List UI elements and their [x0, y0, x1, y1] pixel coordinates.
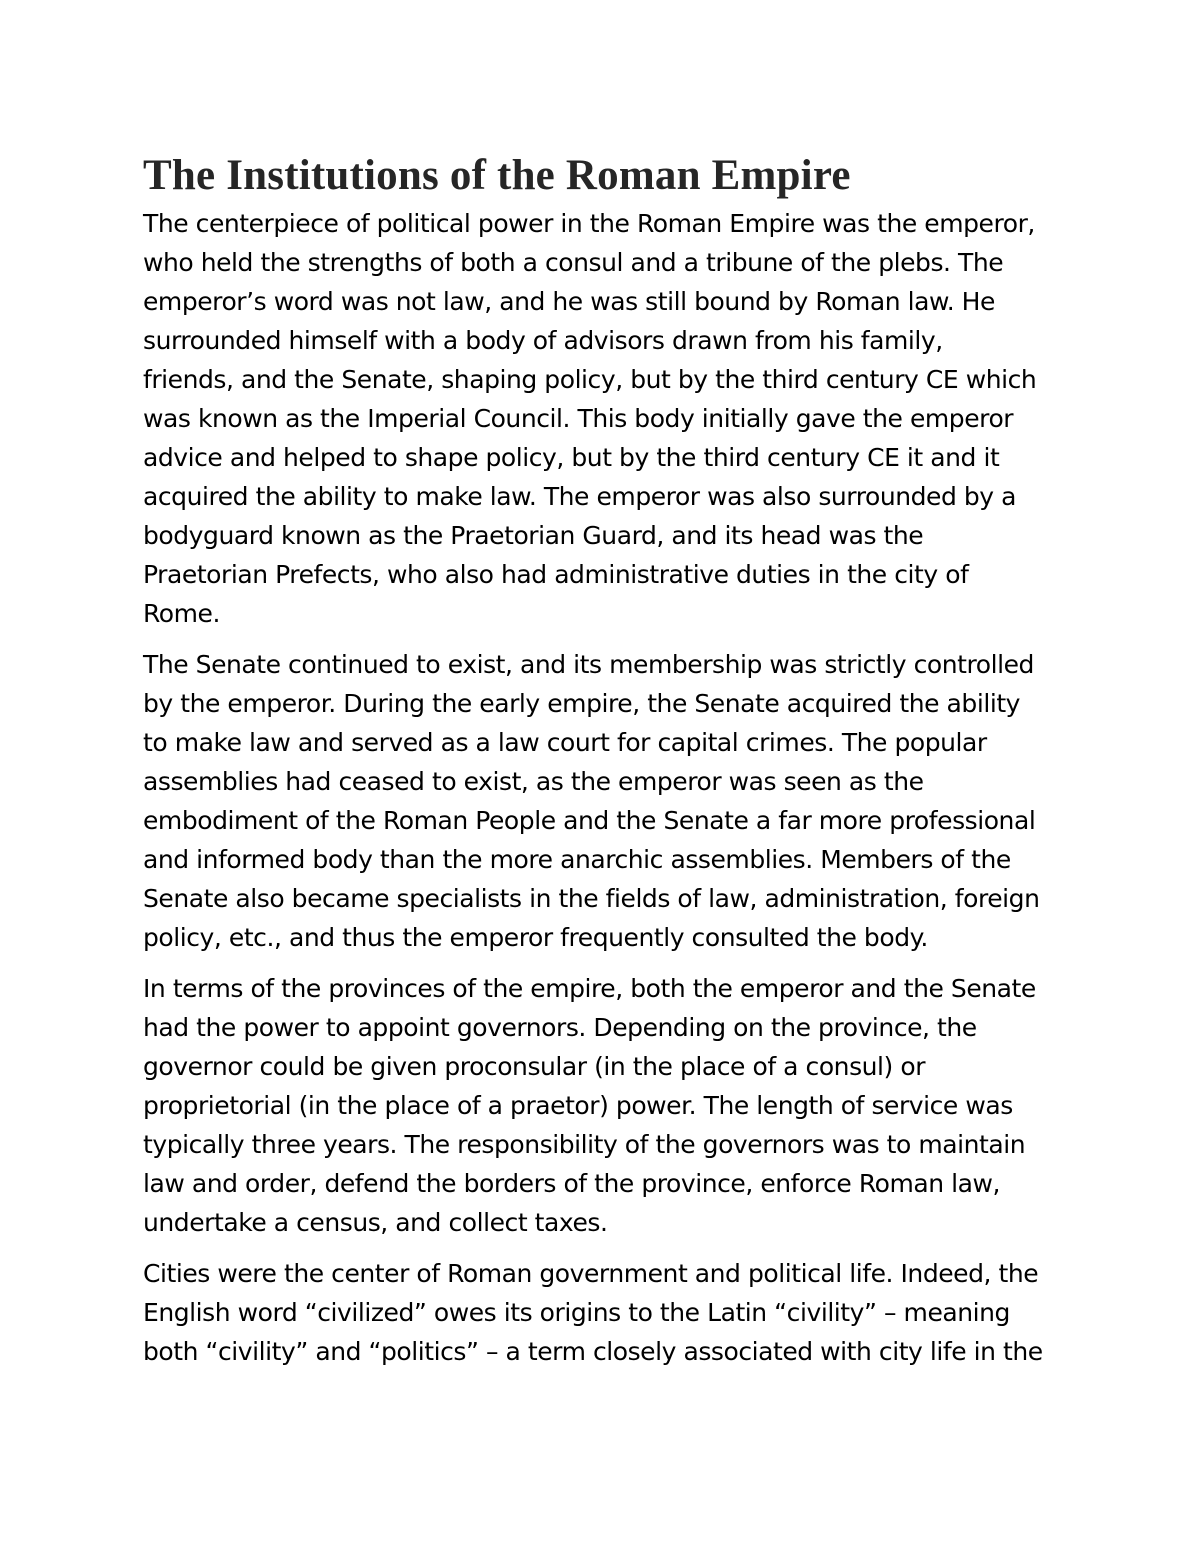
- paragraph-line: English word “civilized” owes its origins to the Latin “civility” – meaning: [143, 1298, 1010, 1327]
- paragraph-line: typically three years. The responsibility of the governors was to maintain: [143, 1130, 1026, 1159]
- paragraph-line: to make law and served as a law court for capital crimes. The popular: [143, 728, 987, 757]
- paragraph-line: assemblies had ceased to exist, as the emperor was seen as the: [143, 767, 924, 796]
- paragraph-line: policy, etc., and thus the emperor frequently consulted the body.: [143, 923, 928, 952]
- paragraph-line: proprietorial (in the place of a praetor) power. The length of service was: [143, 1091, 1013, 1120]
- paragraph-line: Rome.: [143, 599, 220, 628]
- paragraph-line: both “civility” and “politics” – a term closely associated with city life in the: [143, 1337, 1043, 1366]
- paragraph-line: was known as the Imperial Council. This body initially gave the emperor: [143, 404, 1014, 433]
- paragraph-line: embodiment of the Roman People and the Senate a far more professional: [143, 806, 1036, 835]
- paragraph-line: by the emperor. During the early empire, the Senate acquired the ability: [143, 689, 1021, 718]
- paragraph-line: Senate also became specialists in the fields of law, administration, foreign: [143, 884, 1040, 913]
- paragraph-line: governor could be given proconsular (in the place of a consul) or: [143, 1052, 926, 1081]
- document-title: The Institutions of the Roman Empire: [143, 152, 851, 199]
- body-paragraph: [143, 645, 1073, 957]
- paragraph-line: and informed body than the more anarchic assemblies. Members of the: [143, 845, 1011, 874]
- body-paragraph: [143, 1254, 1073, 1371]
- paragraph-line: The centerpiece of political power in the Roman Empire was the emperor,: [143, 209, 1035, 238]
- paragraph-line: surrounded himself with a body of advisors drawn from his family,: [143, 326, 943, 355]
- paragraph-line: friends, and the Senate, shaping policy, but by the third century CE which: [143, 365, 1037, 394]
- paragraph-line: Praetorian Prefects, who also had administrative duties in the city of: [143, 560, 969, 589]
- body-paragraph: [143, 204, 1073, 633]
- paragraph-line: law and order, defend the borders of the province, enforce Roman law,: [143, 1169, 1001, 1198]
- paragraph-line: acquired the ability to make law. The emperor was also surrounded by a: [143, 482, 1017, 511]
- paragraph-line: Cities were the center of Roman government and political life. Indeed, the: [143, 1259, 1039, 1288]
- paragraph-line: advice and helped to shape policy, but by the third century CE it and it: [143, 443, 1000, 472]
- paragraph-line: The Senate continued to exist, and its membership was strictly controlled: [143, 650, 1034, 679]
- paragraph-line: who held the strengths of both a consul and a tribune of the plebs. The: [143, 248, 1004, 277]
- paragraph-line: bodyguard known as the Praetorian Guard, and its head was the: [143, 521, 924, 550]
- body-paragraph: [143, 969, 1073, 1242]
- paragraph-line: undertake a census, and collect taxes.: [143, 1208, 608, 1237]
- paragraph-line: had the power to appoint governors. Depending on the province, the: [143, 1013, 977, 1042]
- paragraph-line: emperor’s word was not law, and he was still bound by Roman law. He: [143, 287, 995, 316]
- paragraph-line: In terms of the provinces of the empire, both the emperor and the Senate: [143, 974, 1036, 1003]
- document-body: [143, 204, 1073, 1371]
- document-content: [143, 150, 1073, 1383]
